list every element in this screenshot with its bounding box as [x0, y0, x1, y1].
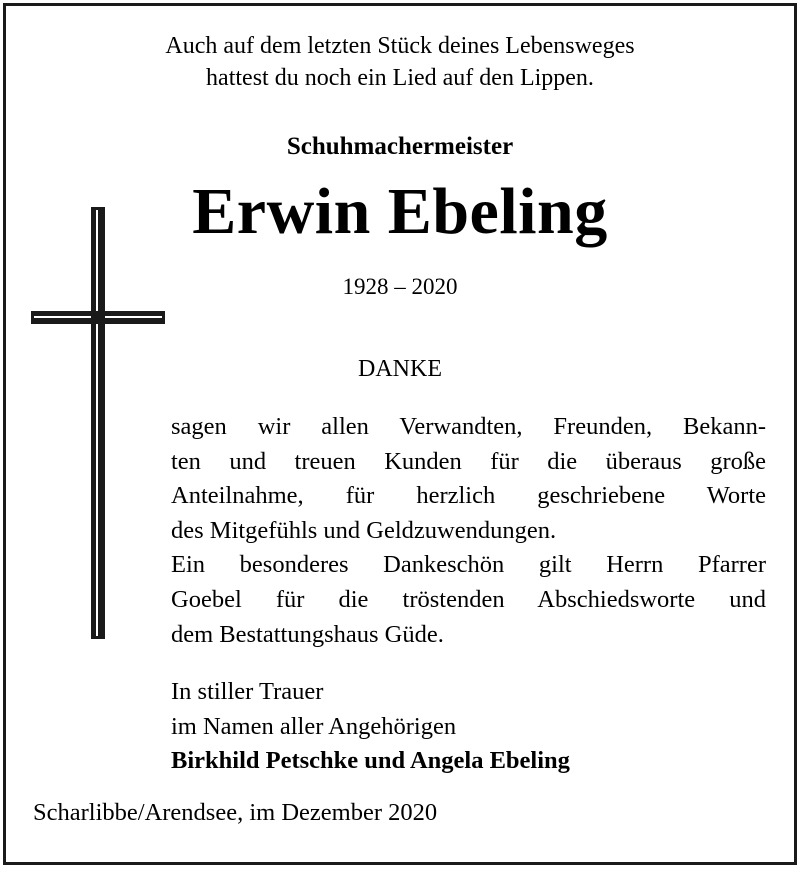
place-date: Scharlibbe/Arendsee, im Dezember 2020: [33, 799, 438, 826]
signatories: Birkhild Petschke und Angela Ebeling: [171, 747, 570, 775]
thanks-heading: DANKE: [358, 356, 442, 382]
motto-line: Auch auf dem letzten Stück deines Lebensweges: [165, 33, 635, 59]
text-line: dem Bestattungshaus Güde.: [171, 620, 444, 648]
relatives-line: im Namen aller Angehörigen: [171, 712, 457, 740]
text-line: Ein besonderes Dankeschön gilt Herrn Pfarrer: [171, 551, 766, 579]
text-line: ten und treuen Kunden für die überaus große: [171, 447, 766, 475]
text-line: Goebel für die tröstenden Abschiedsworte und: [171, 585, 766, 613]
mourning-line: In stiller Trauer: [171, 678, 324, 705]
deceased-name: Erwin Ebeling: [192, 175, 608, 248]
motto: [0, 30, 800, 94]
text-line: Anteilnahme, für herzlich geschriebene Worte: [171, 482, 766, 510]
life-dates: 1928 – 2020: [342, 274, 458, 299]
thanks-text: [171, 410, 766, 652]
text-line: sagen wir allen Verwandten, Freunden, Bekann-: [171, 413, 766, 440]
closing-block: [171, 675, 570, 779]
profession: Schuhmachermeister: [286, 133, 514, 160]
motto-line: hattest du noch ein Lied auf den Lippen.: [206, 65, 594, 91]
text-line: des Mitgefühls und Geldzuwendungen.: [171, 516, 557, 544]
